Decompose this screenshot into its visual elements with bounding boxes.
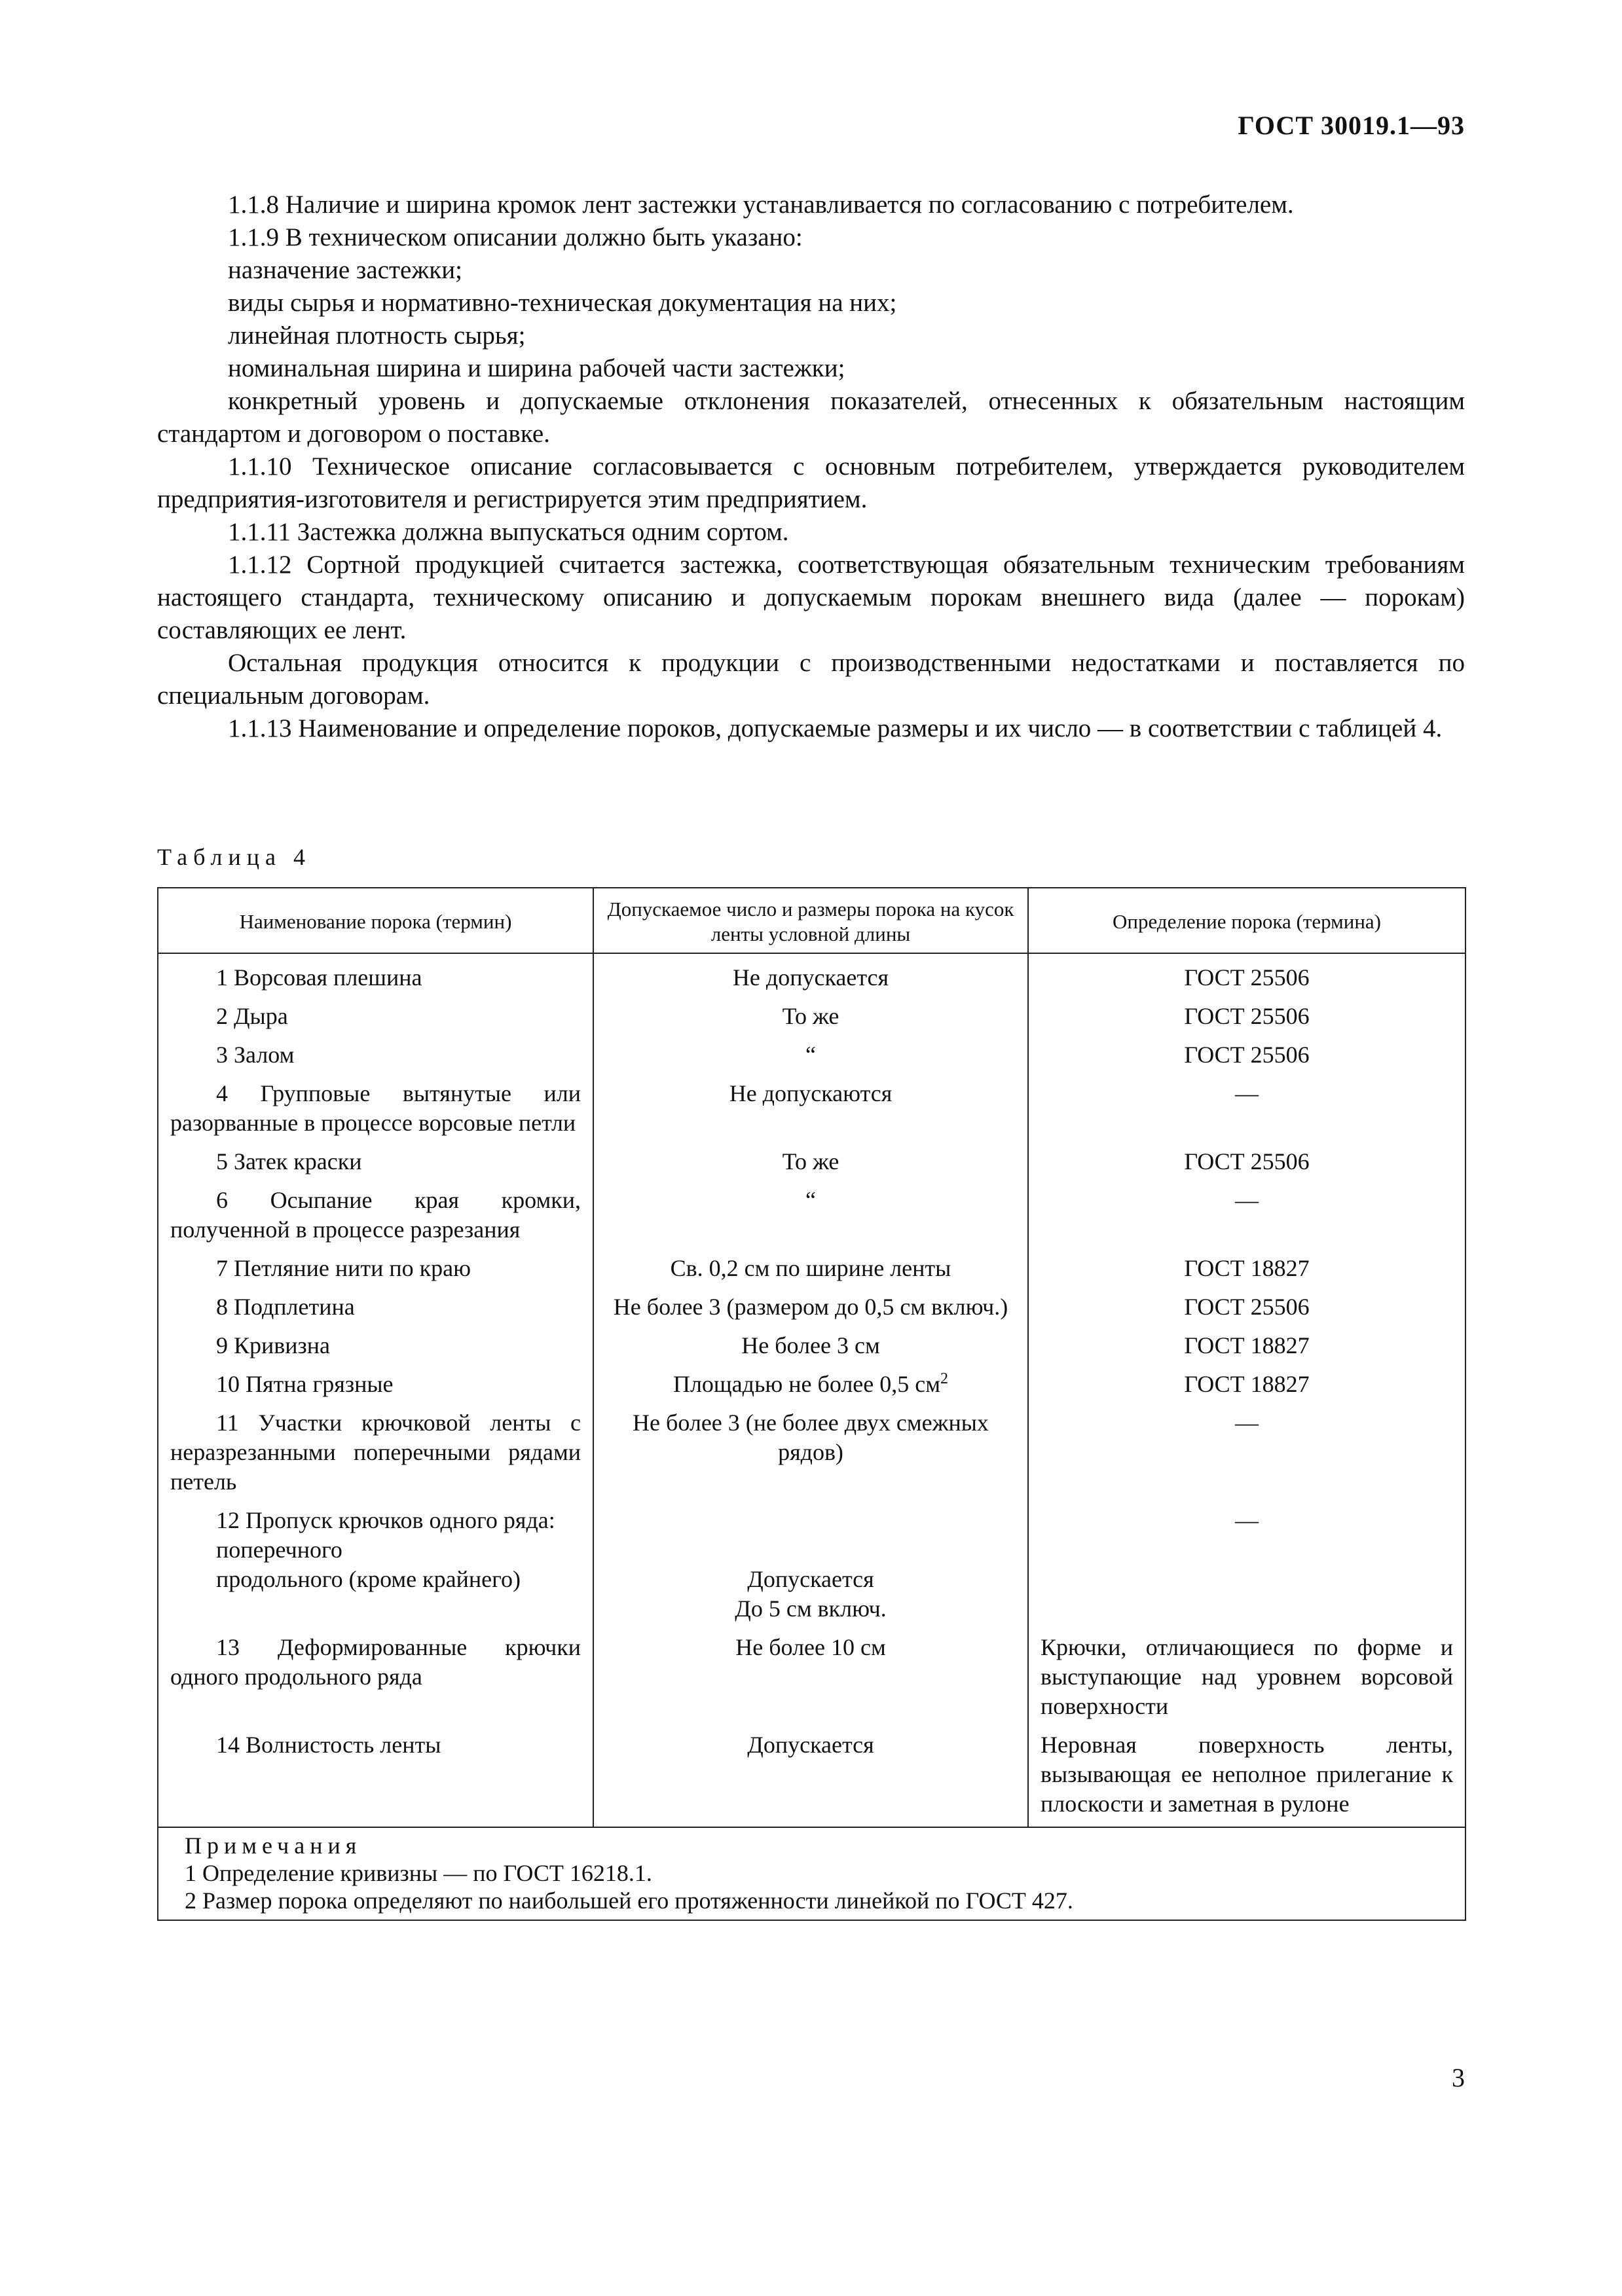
row-number: 6 (216, 1187, 228, 1213)
defect-name: Волнистость ленты (246, 1732, 441, 1758)
row-number: 5 (216, 1148, 228, 1175)
allowed-value (593, 1368, 1028, 1407)
note-item: 1 Определение кривизны — по ГОСТ 16218.1. (185, 1860, 652, 1886)
notes-title: Примечания (185, 1832, 362, 1859)
allowed-value: Не более 3 (не более двух смежных рядов) (593, 1407, 1028, 1504)
defect-name: Групповые вытянутые или разорванные в процессе ворсовые петли (170, 1080, 581, 1136)
table-row (158, 1368, 1465, 1407)
allowed-value: Допускается (747, 1566, 874, 1592)
definition-ref: ГОСТ 18827 (1028, 1252, 1465, 1291)
defect-name: Пропуск крючков одного ряда: (246, 1507, 555, 1533)
row-number: 12 (216, 1507, 240, 1533)
table-notes-row (158, 1827, 1465, 1920)
definition-ref: ГОСТ 25506 (1028, 962, 1465, 1000)
allowed-value: “ (593, 1039, 1028, 1078)
allowed-value: Не более 10 см (593, 1631, 1028, 1729)
row-number: 4 (216, 1080, 228, 1106)
allowed-value: То же (593, 1000, 1028, 1039)
definition-ref: — (1028, 1407, 1465, 1504)
defect-name: Подплетина (234, 1294, 355, 1320)
defect-name: Кривизна (234, 1332, 331, 1358)
defect-name: Залом (234, 1042, 295, 1068)
row-number: 7 (216, 1255, 228, 1281)
defect-name: Петляние нити по краю (234, 1255, 471, 1281)
row-number: 13 (216, 1634, 240, 1660)
definition-ref: ГОСТ 18827 (1028, 1330, 1465, 1368)
row-number: 14 (216, 1732, 240, 1758)
paragraph-1-1-13: 1.1.13 Наименование и определение пороков, допускаемые размеры и их число — в соответствии с таблицей 4. (228, 714, 1443, 742)
allowed-value: До 5 см включ. (735, 1595, 887, 1622)
body-text (157, 189, 1465, 745)
table-row (158, 1330, 1465, 1368)
list-item: номинальная ширина и ширина рабочей части застежки; (228, 354, 845, 382)
definition-ref: ГОСТ 25506 (1028, 1000, 1465, 1039)
paragraph-1-1-9: 1.1.9 В техническом описании должно быть указано: (228, 223, 803, 251)
table-row (158, 1184, 1465, 1252)
table-row (158, 1078, 1465, 1146)
table-row (158, 1631, 1465, 1729)
list-item-level: конкретный уровень и допускаемые отклонения показателей, отнесенных к обязательным настоящим стандартом и договором о поставке. (157, 387, 1465, 448)
table-row (158, 1000, 1465, 1039)
definition-ref: — (1028, 1184, 1465, 1252)
header-definition: Определение порока (термина) (1028, 888, 1465, 953)
table-row (158, 1729, 1465, 1827)
defects-table-wrap (157, 887, 1465, 1921)
row-number: 10 (216, 1371, 240, 1397)
table-row (158, 1291, 1465, 1330)
note-item: 2 Размер порока определяют по наибольшей его протяженности линейкой по ГОСТ 427. (185, 1887, 1073, 1914)
allowed-value: Св. 0,2 см по ширине ленты (593, 1252, 1028, 1291)
defect-name: Деформированные крючки одного продольного ряда (170, 1634, 581, 1690)
row-number: 2 (216, 1003, 228, 1029)
table-row (158, 1146, 1465, 1184)
list-item: виды сырья и нормативно-техническая документация на них; (228, 289, 897, 317)
paragraph-1-1-10: 1.1.10 Техническое описание согласовывается с основным потребителем, утверждается руководителем предприятия-изготовителя и регистрируется этим предприятием. (157, 452, 1465, 513)
row-number: 1 (216, 964, 228, 991)
row-number: 8 (216, 1294, 228, 1320)
allowed-text: Площадью не более 0,5 см (673, 1371, 941, 1397)
page-number: 3 (1452, 2063, 1465, 2092)
table-header-row (158, 888, 1465, 953)
allowed-value: То же (593, 1146, 1028, 1184)
table-row (158, 1407, 1465, 1504)
table-row (158, 1039, 1465, 1078)
definition-ref: — (1028, 1504, 1465, 1631)
table-row (158, 962, 1465, 1000)
header-allowed-size: Допускаемое число и размеры порока на кусок ленты условной длины (593, 888, 1028, 953)
table-caption: Таблица 4 (157, 844, 311, 870)
allowed-value: Не более 3 (размером до 0,5 см включ.) (593, 1291, 1028, 1330)
defect-subtype: продольного (кроме крайнего) (216, 1566, 521, 1592)
unit-exponent: 2 (940, 1370, 949, 1387)
row-number: 11 (216, 1410, 239, 1436)
definition-ref: ГОСТ 25506 (1028, 1146, 1465, 1184)
defect-name: Пятна грязные (246, 1371, 394, 1397)
defect-name: Дыра (234, 1003, 288, 1029)
table-row (158, 1504, 1465, 1631)
definition-ref: — (1028, 1078, 1465, 1146)
row-number: 9 (216, 1332, 228, 1358)
header-defect-name: Наименование порока (термин) (158, 888, 593, 953)
paragraph-1-1-12: 1.1.12 Сортной продукцией считается застежка, соответствующая обязательным техническим требованиям настоящего стандарта, техническому описанию и допускаемым порокам внешнего вида (далее — порокам) составляющих ее лент. (157, 551, 1465, 644)
allowed-value: Не допускаются (593, 1078, 1028, 1146)
list-item: линейная плотность сырья; (228, 321, 526, 350)
allowed-value: Не более 3 см (593, 1330, 1028, 1368)
allowed-value: “ (593, 1184, 1028, 1252)
defects-table (157, 887, 1466, 1921)
definition-ref: ГОСТ 25506 (1028, 1039, 1465, 1078)
table-row (158, 1252, 1465, 1291)
defect-name: Затек краски (234, 1148, 362, 1175)
paragraph-other-products: Остальная продукция относится к продукции с производственными недостатками и поставляется по специальным договорам. (157, 649, 1465, 710)
paragraph-1-1-11: 1.1.11 Застежка должна выпускаться одним сортом. (228, 518, 789, 546)
defect-name: Осыпание края кромки, полученной в процессе разрезания (170, 1187, 581, 1243)
row-number: 3 (216, 1042, 228, 1068)
allowed-value: Не допускается (593, 962, 1028, 1000)
definition-text: Крючки, отличающиеся по форме и выступающие над уровнем ворсовой поверхности (1028, 1631, 1465, 1729)
definition-text: Неровная поверхность ленты, вызывающая ее неполное прилегание к плоскости и заметная в рулоне (1028, 1729, 1465, 1827)
standard-number: ГОСТ 30019.1—93 (1238, 111, 1465, 140)
defect-subtype: поперечного (216, 1537, 342, 1563)
paragraph-1-1-8: 1.1.8 Наличие и ширина кромок лент застежки устанавливается по согласованию с потребителем. (228, 191, 1294, 219)
defect-name: Участки крючковой ленты с неразрезанными поперечными рядами петель (170, 1410, 581, 1495)
list-item: назначение застежки; (228, 256, 462, 284)
definition-ref: ГОСТ 18827 (1028, 1368, 1465, 1407)
allowed-value: Допускается (593, 1729, 1028, 1827)
definition-ref: ГОСТ 25506 (1028, 1291, 1465, 1330)
defect-name: Ворсовая плешина (234, 964, 422, 991)
